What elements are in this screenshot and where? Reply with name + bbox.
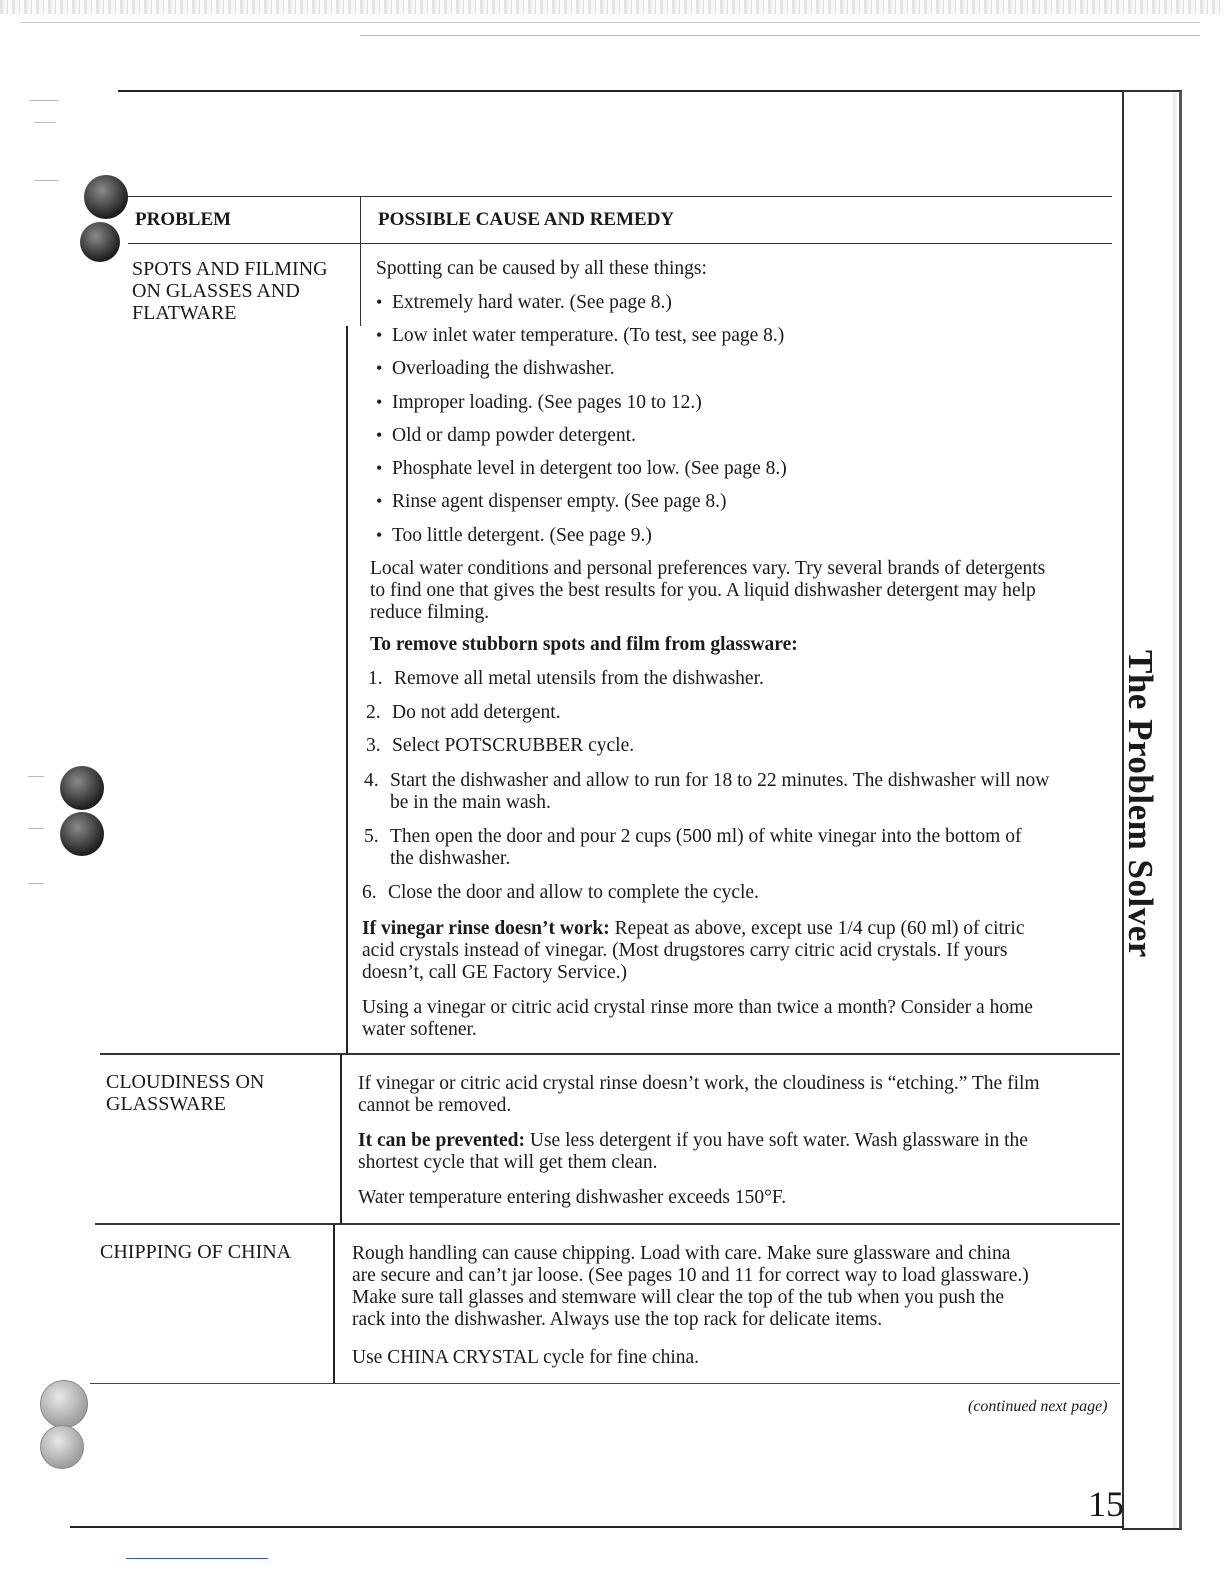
chipping-paragraph-1 xyxy=(352,1243,1029,1331)
problem-cloudiness-line: CLOUDINESS ON xyxy=(106,1071,265,1093)
header-top-rule xyxy=(128,196,1112,197)
header-problem: PROBLEM xyxy=(135,209,232,230)
stubborn-heading: To remove stubborn spots and film from glassware: xyxy=(370,634,798,655)
paragraph-line: acid crystals instead of vinegar. (Most drugstores carry citric acid crystals. If yours xyxy=(362,940,1008,961)
header-cause: POSSIBLE CAUSE AND REMEDY xyxy=(378,209,675,230)
paragraph-line: Make sure tall glasses and stemware will clear the top of the tub when you push the xyxy=(352,1287,1004,1308)
paragraph-line: cannot be removed. xyxy=(358,1095,512,1116)
step-number: 4. xyxy=(364,770,379,791)
binder-hole-dot xyxy=(84,175,128,219)
step-number: 6. xyxy=(362,882,377,903)
column-divider xyxy=(360,196,361,326)
scan-blue-line xyxy=(126,1558,268,1559)
sidebar-title: The Problem Solver xyxy=(1121,650,1160,958)
step-text-line: Start the dishwasher and allow to run for 18 to 22 minutes. The dishwasher will now xyxy=(390,770,1050,791)
column-divider xyxy=(333,1224,335,1384)
step-text: Remove all metal utensils from the dishwasher. xyxy=(394,668,764,689)
step-item xyxy=(364,770,1049,814)
step-item xyxy=(362,882,759,904)
step-text: Close the door and allow to complete the cycle. xyxy=(388,882,759,903)
margin-mark xyxy=(28,828,44,829)
step-item xyxy=(366,702,561,724)
bullet-item: • Extremely hard water. (See page 8.) xyxy=(376,291,672,314)
step-item xyxy=(364,826,1021,870)
scan-line xyxy=(20,22,1200,23)
top-rule xyxy=(118,90,1124,92)
paragraph-line: reduce filming. xyxy=(370,602,490,623)
header-bottom-rule xyxy=(128,243,1112,244)
problem-spots-line: ON GLASSES AND xyxy=(132,280,300,302)
problem-spots-line: FLATWARE xyxy=(132,302,237,324)
paragraph-line: Using a vinegar or citric acid crystal rinse more than twice a month? Consider a home xyxy=(362,997,1033,1018)
binder-hole-dot xyxy=(60,812,104,856)
problem-chipping: CHIPPING OF CHINA xyxy=(100,1241,292,1263)
cloudiness-paragraph-3: Water temperature entering dishwasher exceeds 150°F. xyxy=(358,1187,787,1208)
bullet-item: • Too little detergent. (See page 9.) xyxy=(376,524,652,547)
paragraph-line: doesn’t, call GE Factory Service.) xyxy=(362,962,627,983)
paragraph-line: Local water conditions and personal preferences vary. Try several brands of detergents xyxy=(370,558,1046,579)
continued-note: (continued next page) xyxy=(968,1398,1108,1415)
column-divider xyxy=(346,326,348,1054)
bullet-item: • Overloading the dishwasher. xyxy=(376,357,615,380)
paragraph-line: If vinegar or citric acid crystal rinse doesn’t work, the cloudiness is “etching.” The film xyxy=(358,1073,1040,1094)
margin-mark xyxy=(28,883,44,884)
binder-hole-dot xyxy=(40,1380,88,1428)
paragraph-line: shortest cycle that will get them clean. xyxy=(358,1152,658,1173)
bottom-rule xyxy=(70,1526,1124,1528)
page-number: 15 xyxy=(1088,1484,1124,1524)
cloudiness-paragraph-1 xyxy=(358,1073,1040,1117)
binder-hole-dot xyxy=(60,766,104,810)
step-item xyxy=(368,668,764,690)
scan-noise xyxy=(0,0,1224,14)
bullet-item: • Rinse agent dispenser empty. (See page 8.) xyxy=(376,490,726,513)
spots-intro: Spotting can be caused by all these things: xyxy=(376,258,707,279)
sidebar-title-box xyxy=(1120,650,1160,958)
row-divider xyxy=(100,1053,1120,1055)
problem-cloudiness-line: GLASSWARE xyxy=(106,1093,227,1115)
step-number: 5. xyxy=(364,826,379,847)
bullet-item: • Low inlet water temperature. (To test, see page 8.) xyxy=(376,324,784,347)
vinegar-bold-lead: If vinegar rinse doesn’t work: xyxy=(362,918,610,939)
problem-cloudiness xyxy=(106,1071,264,1115)
margin-mark xyxy=(28,776,44,777)
bullet-item: • Old or damp powder detergent. xyxy=(376,424,636,447)
step-text: Select POTSCRUBBER cycle. xyxy=(392,735,635,756)
paragraph-line: Use less detergent if you have soft water. Wash glassware in the xyxy=(525,1130,1028,1151)
step-number: 2. xyxy=(366,702,381,723)
step-text-line: the dishwasher. xyxy=(390,848,511,869)
bullet-item: • Improper loading. (See pages 10 to 12.) xyxy=(376,391,702,414)
paragraph-line: rack into the dishwasher. Always use the top rack for delicate items. xyxy=(352,1309,883,1330)
binder-hole-dot xyxy=(40,1425,84,1469)
cloudiness-paragraph-2 xyxy=(358,1130,1028,1174)
step-text-line: be in the main wash. xyxy=(390,792,551,813)
chipping-paragraph-2: Use CHINA CRYSTAL cycle for fine china. xyxy=(352,1347,700,1368)
softener-paragraph xyxy=(362,997,1033,1041)
row-divider xyxy=(95,1223,1120,1225)
step-text xyxy=(390,826,1021,870)
column-divider xyxy=(340,1054,342,1224)
paragraph-line: water softener. xyxy=(362,1019,477,1040)
margin-mark xyxy=(30,100,58,101)
prevented-bold-lead: It can be prevented: xyxy=(358,1130,525,1151)
margin-mark xyxy=(34,122,56,123)
local-conditions-paragraph xyxy=(370,558,1045,624)
vinegar-paragraph xyxy=(362,918,1024,984)
scan-line xyxy=(360,35,1200,36)
step-number: 1. xyxy=(368,668,383,689)
step-text-line: Then open the door and pour 2 cups (500 ml) of white vinegar into the bottom of xyxy=(390,826,1022,847)
table-bottom-rule xyxy=(90,1383,1120,1384)
paragraph-line: Rough handling can cause chipping. Load with care. Make sure glassware and china xyxy=(352,1243,1011,1264)
margin-mark xyxy=(34,180,58,181)
step-item xyxy=(366,735,634,757)
step-text: Do not add detergent. xyxy=(392,702,561,723)
paragraph-line: are secure and can’t jar loose. (See pages 10 and 11 for correct way to load glassware.) xyxy=(352,1265,1029,1286)
step-text xyxy=(390,770,1049,814)
binder-hole-dot xyxy=(80,222,120,262)
step-number: 3. xyxy=(366,735,381,756)
paragraph-line: Repeat as above, except use 1/4 cup (60 ml) of citric xyxy=(609,918,1025,939)
problem-spots xyxy=(132,258,328,324)
bullet-item: • Phosphate level in detergent too low. (See page 8.) xyxy=(376,457,787,480)
paragraph-line: to find one that gives the best results for you. A liquid dishwasher detergent may help xyxy=(370,580,1036,601)
problem-spots-line: SPOTS AND FILMING xyxy=(132,258,328,280)
